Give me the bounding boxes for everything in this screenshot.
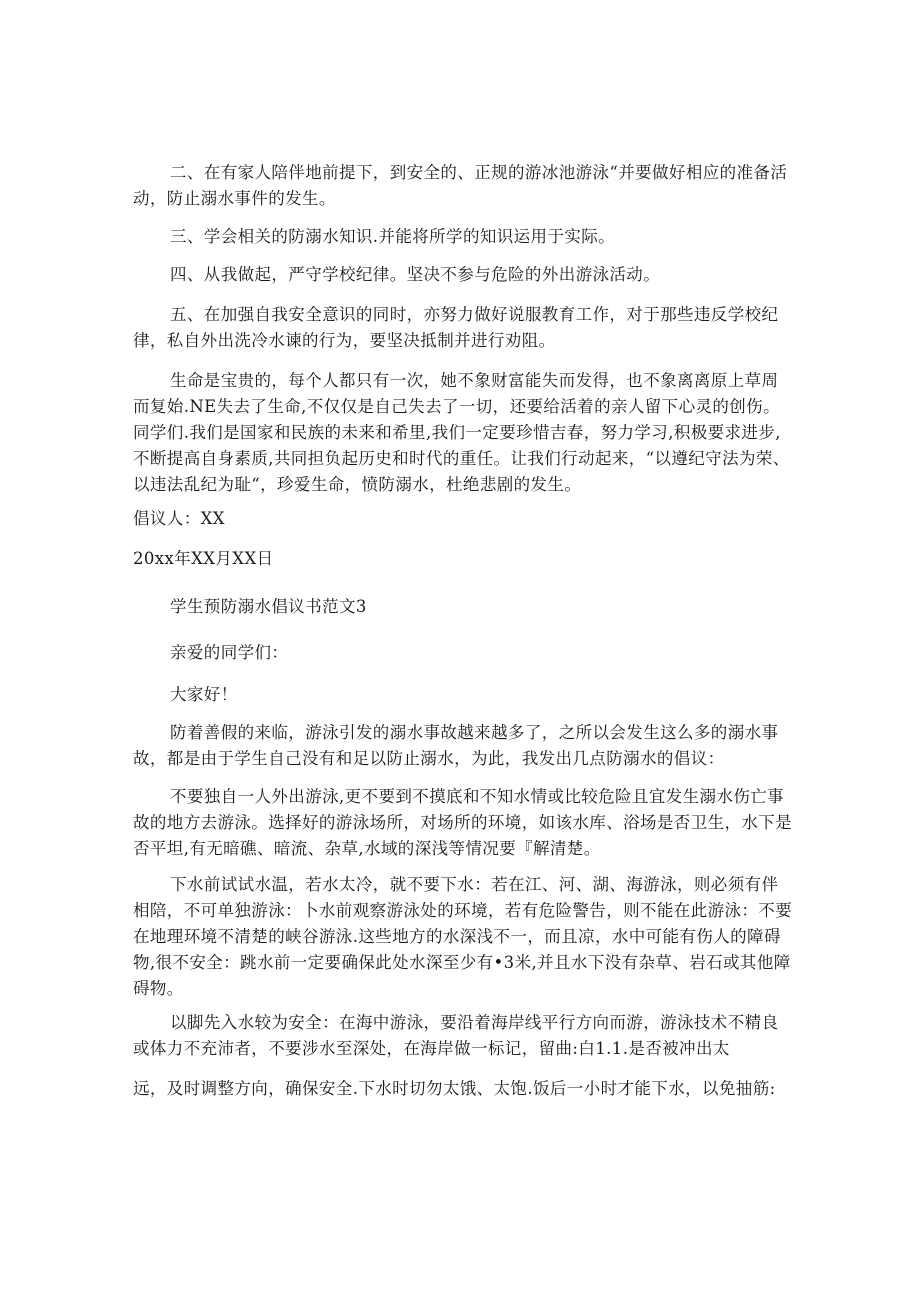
paragraph-4: 四、从我做起，严守学校纪律。坚决不参与危险的外出游泳活动。 (170, 265, 661, 284)
date-line: 20xx年XX月XX日 (133, 549, 274, 568)
paragraph-life: 生命是宝贵的，每个人都只有一次，她不象财富能失而发得，也不象离离原上草周而复始.NE失去了生命,不仅仅是自己失去了一切，还要给活着的亲人留下心灵的创伤。同学们.我们是国家和民族的未来和希里,我们一定要珍惜吉春，努力学习,积极要求进步,不断提高自身素质,共同担负起历史和时代的重任。让我们行动起来，“以遵纪守法为荣、以违法乱纪为耻“，珍爱生命，愤防溺水，杜绝悲剧的发生。 (133, 371, 790, 494)
body-paragraph-intro: 防着善假的来临，游泳引发的溺水事故越来越多了，之所以会发生这么多的溺水事故，都是由于学生自己没有和足以防止溺水，为此，我发出几点防溺水的倡议： (133, 723, 779, 768)
body-paragraph-3: 以脚先入水较为安全：在海中游泳，要沿着海岸线平行方向而游，游泳技术不精良或体力不充沛者，不要涉水至深处，在海岸做一标记，留曲:白1.1.是否被冲出太 (133, 1013, 779, 1058)
body-paragraph-2: 下水前试试水温，若水太冷，就不要下水：若在江、河、湖、海游泳，则必须有伴相陪，不可单独游泳：卜水前观察游泳处的环境，若有危险警告，则不能在此游泳：不要在地理环境不清楚的峡谷游泳.这些地方的水深浅不一，而且凉，水中可能有伤人的障碍物,很不安全：跳水前一定要确保此处水深至少有•3米,并且水下没有杂草、岩石或其他障碍物。 (133, 875, 793, 998)
paragraph-2: 二、在有家人陪伴地前提下，到安全的、正规的游冰池游泳“并要做好相应的准备活动，防止溺水事件的发生。 (133, 163, 788, 208)
signature: 倡议人：XX (133, 509, 225, 528)
body-paragraph-1: 不要独自一人外出游泳,更不要到不摸底和不知水情或比较危险且宜发生溺水伤亡事故的地方去游泳。选择好的游泳场所，对场所的环境，如该水库、浴场是否卫生，水下是否平坦,有无暗礁、暗流、杂草,水域的深浅等情况要『解清楚。 (133, 787, 793, 858)
body-last-line: 远，及时调整方向，确保安全.下水时切勿太饿、太饱.饭后一小时才能下水，以免抽筋: (133, 1079, 776, 1098)
paragraph-3: 三、学会相关的防溺水知识.并能将所学的知识运用于实际。 (170, 227, 616, 246)
section-title: 学生预防溺水倡议书范文3 (170, 597, 367, 616)
salutation: 亲爱的同学们： (170, 643, 289, 662)
paragraph-5: 五、在加强自我安全意识的同时，亦努力做好说服教育工作，对于那些违反学校纪律，私自外出洗冷水谏的行为，要坚决抵制并进行劝阻。 (133, 305, 779, 350)
greeting: 大家好！ (170, 685, 238, 704)
